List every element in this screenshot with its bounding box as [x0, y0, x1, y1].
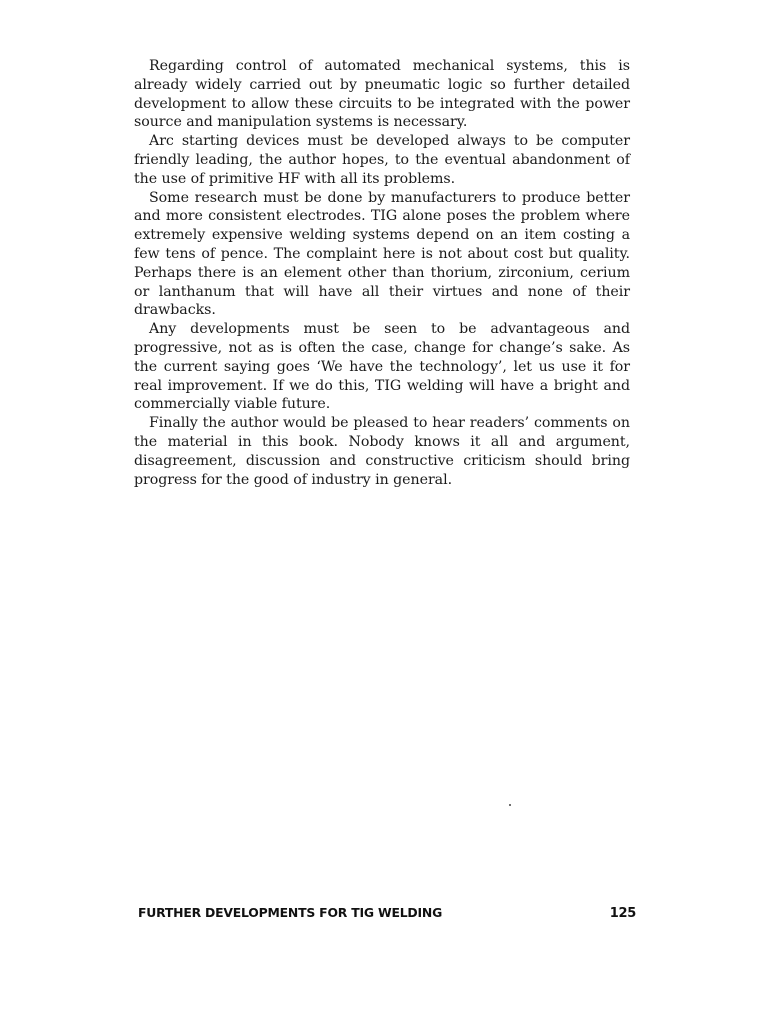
- body-text: [134, 57, 630, 489]
- paragraph-arc-starting: Arc starting devices must be developed always to be computer friendly leading, the author hopes, to the eventual abandonment of the use of primitive HF with all its problems.: [134, 133, 630, 187]
- paragraph-closing: Finally the author would be pleased to hear readers’ comments on the material in this book. Nobody knows it all and argument, disagreement, discussion and constructive criticism should bring progress for the good of industry in general.: [134, 415, 630, 488]
- page-number: 125: [609, 906, 636, 921]
- footer-title: FURTHER DEVELOPMENTS FOR TIG WELDING: [138, 905, 443, 920]
- paragraph-electrodes: Some research must be done by manufacturers to produce better and more consistent electrodes. TIG alone poses the problem where extremely expensive welding systems depend on an item costing a few tens of pence. The complaint here is not about cost but quality. Perhaps there is an element other than thorium, zirconium, cerium or lanthanum that will have all their virtues and none of their drawbacks.: [134, 189, 630, 319]
- paragraph-developments: Any developments must be seen to be advantageous and progressive, not as is often the case, change for change’s sake. As the current saying goes ‘We have the technology’, let us use it for real improvement. If we do this, TIG welding will have a bright and commercially viable future.: [134, 321, 630, 413]
- running-footer: [138, 905, 636, 923]
- paragraph-control-systems: Regarding control of automated mechanical systems, this is already widely carried out by pneumatic logic so further detailed development to allow these circuits to be integrated with the power source and manipulation systems is necessary.: [134, 58, 630, 131]
- scan-speck: [509, 804, 511, 806]
